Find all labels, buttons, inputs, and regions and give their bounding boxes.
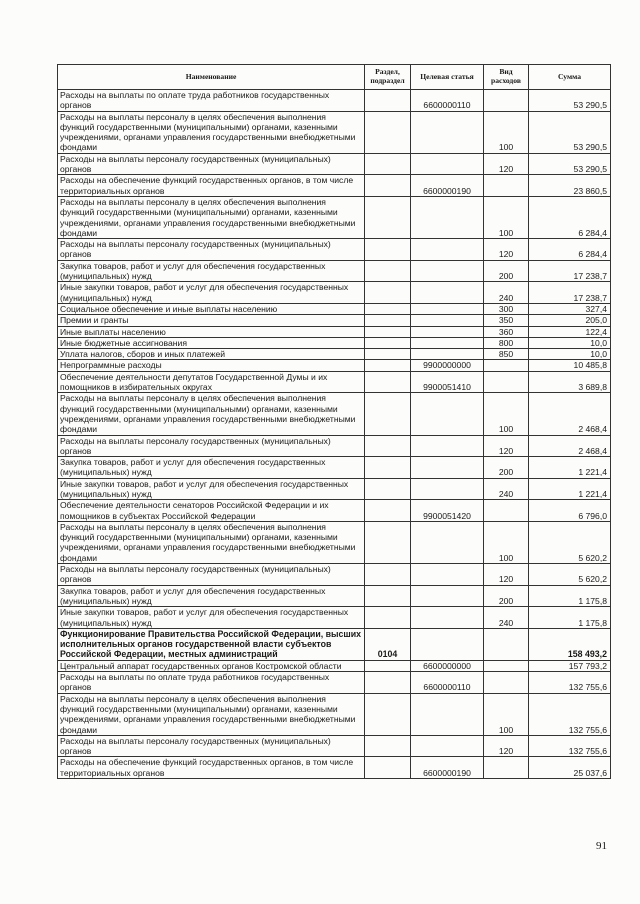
- row-target-cell: [411, 693, 484, 735]
- row-section-cell: [365, 457, 411, 479]
- row-target-cell: 6600000000: [411, 660, 484, 671]
- table-row: [58, 239, 611, 261]
- row-section-cell: [365, 153, 411, 175]
- row-section-cell: [365, 239, 411, 261]
- table-row: [58, 672, 611, 694]
- row-section-cell: [365, 672, 411, 694]
- row-name-cell: Иные бюджетные ассигнования: [58, 337, 365, 348]
- row-name-cell: Иные выплаты населению: [58, 326, 365, 337]
- row-target-cell: [411, 239, 484, 261]
- row-kind-cell: 200: [484, 260, 529, 282]
- row-sum-cell: 10,0: [529, 337, 611, 348]
- row-kind-cell: 300: [484, 303, 529, 314]
- table-row: [58, 360, 611, 371]
- row-section-cell: [365, 521, 411, 563]
- row-sum-cell: 158 493,2: [529, 628, 611, 660]
- row-name-cell: Функционирование Правительства Российской Федерации, высших исполнительных органов государственной власти субъектов Российской Федерации, местных администраций: [58, 628, 365, 660]
- table-row: [58, 303, 611, 314]
- row-section-cell: [365, 360, 411, 371]
- row-sum-cell: 1 221,4: [529, 457, 611, 479]
- row-section-cell: [365, 478, 411, 500]
- row-kind-cell: 100: [484, 693, 529, 735]
- row-kind-cell: [484, 90, 529, 112]
- row-name-cell: Премии и гранты: [58, 315, 365, 326]
- row-section-cell: [365, 435, 411, 457]
- row-kind-cell: [484, 660, 529, 671]
- row-kind-cell: 240: [484, 607, 529, 629]
- row-section-cell: [365, 315, 411, 326]
- row-name-cell: Обеспечение деятельности сенаторов Российской Федерации и их помощников в субъектах Российской Федерации: [58, 500, 365, 522]
- row-section-cell: [365, 196, 411, 238]
- row-name-cell: Расходы на выплаты персоналу государственных (муниципальных) органов: [58, 153, 365, 175]
- row-name-cell: Расходы на выплаты персоналу в целях обеспечения выполнения функций государственными (муниципальными) органами, казенными учреждениями, органами управления государственными внебюджетными фондами: [58, 196, 365, 238]
- row-name-cell: Расходы на обеспечение функций государственных органов, в том числе территориальных органов: [58, 175, 365, 197]
- table-row: [58, 457, 611, 479]
- row-name-cell: Закупка товаров, работ и услуг для обеспечения государственных (муниципальных) нужд: [58, 585, 365, 607]
- row-kind-cell: 240: [484, 478, 529, 500]
- row-sum-cell: 23 860,5: [529, 175, 611, 197]
- row-kind-cell: 100: [484, 111, 529, 153]
- row-sum-cell: 3 689,8: [529, 371, 611, 393]
- table-row: [58, 315, 611, 326]
- row-target-cell: 9900051410: [411, 371, 484, 393]
- table-row: [58, 175, 611, 197]
- row-target-cell: [411, 260, 484, 282]
- row-target-cell: 9900000000: [411, 360, 484, 371]
- budget-table: [57, 64, 611, 779]
- row-kind-cell: [484, 757, 529, 779]
- row-kind-cell: 100: [484, 393, 529, 435]
- row-target-cell: [411, 521, 484, 563]
- row-sum-cell: 10 485,8: [529, 360, 611, 371]
- row-target-cell: 6600000190: [411, 757, 484, 779]
- row-target-cell: [411, 435, 484, 457]
- row-sum-cell: 6 284,4: [529, 239, 611, 261]
- table-row: [58, 757, 611, 779]
- row-sum-cell: 122,4: [529, 326, 611, 337]
- row-section-cell: [365, 175, 411, 197]
- row-target-cell: 6600000110: [411, 90, 484, 112]
- row-kind-cell: [484, 628, 529, 660]
- row-kind-cell: 350: [484, 315, 529, 326]
- row-section-cell: 0104: [365, 628, 411, 660]
- table-body: [58, 90, 611, 779]
- row-target-cell: [411, 349, 484, 360]
- row-kind-cell: 120: [484, 435, 529, 457]
- row-name-cell: Иные закупки товаров, работ и услуг для обеспечения государственных (муниципальных) нужд: [58, 478, 365, 500]
- row-sum-cell: 2 468,4: [529, 435, 611, 457]
- row-target-cell: 6600000190: [411, 175, 484, 197]
- row-target-cell: [411, 315, 484, 326]
- row-name-cell: Обеспечение деятельности депутатов Государственной Думы и их помощников в избирательных округах: [58, 371, 365, 393]
- row-sum-cell: 205,0: [529, 315, 611, 326]
- table-row: [58, 337, 611, 348]
- row-target-cell: [411, 735, 484, 757]
- table-row: [58, 628, 611, 660]
- row-sum-cell: 157 793,2: [529, 660, 611, 671]
- row-sum-cell: 5 620,2: [529, 564, 611, 586]
- row-name-cell: Расходы на выплаты персоналу в целях обеспечения выполнения функций государственными (муниципальными) органами, казенными учреждениями, органами управления государственными внебюджетными фондами: [58, 693, 365, 735]
- table-header-row: [58, 65, 611, 90]
- row-sum-cell: 17 238,7: [529, 260, 611, 282]
- row-name-cell: Иные закупки товаров, работ и услуг для обеспечения государственных (муниципальных) нужд: [58, 282, 365, 304]
- row-name-cell: Расходы на выплаты персоналу в целях обеспечения выполнения функций государственными (муниципальными) органами, казенными учреждениями, органами управления государственными внебюджетными фондами: [58, 111, 365, 153]
- row-name-cell: Расходы на выплаты персоналу государственных (муниципальных) органов: [58, 239, 365, 261]
- row-target-cell: [411, 478, 484, 500]
- row-target-cell: [411, 337, 484, 348]
- table-row: [58, 735, 611, 757]
- row-kind-cell: 100: [484, 521, 529, 563]
- row-name-cell: Расходы на выплаты персоналу государственных (муниципальных) органов: [58, 735, 365, 757]
- row-kind-cell: 120: [484, 153, 529, 175]
- row-target-cell: [411, 303, 484, 314]
- row-kind-cell: 800: [484, 337, 529, 348]
- table-row: [58, 500, 611, 522]
- table-row: [58, 660, 611, 671]
- row-section-cell: [365, 693, 411, 735]
- row-section-cell: [365, 757, 411, 779]
- table-row: [58, 260, 611, 282]
- row-kind-cell: 200: [484, 457, 529, 479]
- row-sum-cell: 6 284,4: [529, 196, 611, 238]
- row-section-cell: [365, 371, 411, 393]
- row-sum-cell: 1 175,8: [529, 607, 611, 629]
- row-section-cell: [365, 326, 411, 337]
- table-row: [58, 564, 611, 586]
- row-kind-cell: 200: [484, 585, 529, 607]
- row-name-cell: Иные закупки товаров, работ и услуг для обеспечения государственных (муниципальных) нужд: [58, 607, 365, 629]
- row-target-cell: 9900051420: [411, 500, 484, 522]
- row-sum-cell: 2 468,4: [529, 393, 611, 435]
- table-row: [58, 435, 611, 457]
- row-target-cell: [411, 196, 484, 238]
- table-row: [58, 349, 611, 360]
- row-sum-cell: 25 037,6: [529, 757, 611, 779]
- row-target-cell: [411, 564, 484, 586]
- row-target-cell: [411, 457, 484, 479]
- row-sum-cell: 6 796,0: [529, 500, 611, 522]
- table-row: [58, 111, 611, 153]
- table-row: [58, 693, 611, 735]
- table-row: [58, 90, 611, 112]
- row-kind-cell: [484, 175, 529, 197]
- column-header-target: Целевая статья: [411, 65, 484, 90]
- column-header-section: Раздел, подраздел: [365, 65, 411, 90]
- row-target-cell: 6600000110: [411, 672, 484, 694]
- row-name-cell: Расходы на выплаты персоналу в целях обеспечения выполнения функций государственными (муниципальными) органами, казенными учреждениями, органами управления государственными внебюджетными фондами: [58, 393, 365, 435]
- table-row: [58, 478, 611, 500]
- row-name-cell: Центральный аппарат государственных органов Костромской области: [58, 660, 365, 671]
- row-kind-cell: [484, 672, 529, 694]
- row-section-cell: [365, 282, 411, 304]
- row-target-cell: [411, 326, 484, 337]
- table-row: [58, 393, 611, 435]
- row-kind-cell: 850: [484, 349, 529, 360]
- row-section-cell: [365, 735, 411, 757]
- row-target-cell: [411, 153, 484, 175]
- row-section-cell: [365, 564, 411, 586]
- column-header-kind: Вид расходов: [484, 65, 529, 90]
- row-kind-cell: 100: [484, 196, 529, 238]
- row-section-cell: [365, 337, 411, 348]
- row-name-cell: Расходы на выплаты по оплате труда работников государственных органов: [58, 90, 365, 112]
- table-row: [58, 371, 611, 393]
- row-name-cell: Расходы на выплаты персоналу государственных (муниципальных) органов: [58, 435, 365, 457]
- row-name-cell: Расходы на выплаты персоналу в целях обеспечения выполнения функций государственными (муниципальными) органами, казенными учреждениями, органами управления государственными внебюджетными фондами: [58, 521, 365, 563]
- row-section-cell: [365, 90, 411, 112]
- row-kind-cell: [484, 360, 529, 371]
- row-sum-cell: 327,4: [529, 303, 611, 314]
- row-sum-cell: 53 290,5: [529, 90, 611, 112]
- row-sum-cell: 1 175,8: [529, 585, 611, 607]
- page-number: 91: [596, 840, 607, 852]
- budget-table-sheet: [57, 64, 610, 779]
- row-name-cell: Непрограммные расходы: [58, 360, 365, 371]
- row-section-cell: [365, 349, 411, 360]
- row-name-cell: Социальное обеспечение и иные выплаты населению: [58, 303, 365, 314]
- row-name-cell: Закупка товаров, работ и услуг для обеспечения государственных (муниципальных) нужд: [58, 457, 365, 479]
- table-row: [58, 326, 611, 337]
- row-sum-cell: 53 290,5: [529, 153, 611, 175]
- row-kind-cell: 120: [484, 564, 529, 586]
- row-kind-cell: 120: [484, 735, 529, 757]
- table-row: [58, 196, 611, 238]
- row-sum-cell: 17 238,7: [529, 282, 611, 304]
- row-section-cell: [365, 303, 411, 314]
- row-target-cell: [411, 393, 484, 435]
- row-section-cell: [365, 260, 411, 282]
- row-sum-cell: 53 290,5: [529, 111, 611, 153]
- row-kind-cell: [484, 500, 529, 522]
- table-row: [58, 153, 611, 175]
- table-row: [58, 521, 611, 563]
- column-header-name: Наименование: [58, 65, 365, 90]
- row-sum-cell: 1 221,4: [529, 478, 611, 500]
- row-section-cell: [365, 111, 411, 153]
- row-target-cell: [411, 585, 484, 607]
- row-kind-cell: 240: [484, 282, 529, 304]
- row-sum-cell: 132 755,6: [529, 693, 611, 735]
- row-sum-cell: 132 755,6: [529, 672, 611, 694]
- row-name-cell: Закупка товаров, работ и услуг для обеспечения государственных (муниципальных) нужд: [58, 260, 365, 282]
- row-target-cell: [411, 282, 484, 304]
- row-section-cell: [365, 500, 411, 522]
- row-sum-cell: 10,0: [529, 349, 611, 360]
- table-row: [58, 585, 611, 607]
- row-kind-cell: 120: [484, 239, 529, 261]
- row-name-cell: Расходы на выплаты персоналу государственных (муниципальных) органов: [58, 564, 365, 586]
- row-kind-cell: 360: [484, 326, 529, 337]
- table-row: [58, 607, 611, 629]
- row-sum-cell: 132 755,6: [529, 735, 611, 757]
- row-section-cell: [365, 660, 411, 671]
- row-kind-cell: [484, 371, 529, 393]
- row-target-cell: [411, 607, 484, 629]
- row-target-cell: [411, 628, 484, 660]
- row-name-cell: Расходы на выплаты по оплате труда работников государственных органов: [58, 672, 365, 694]
- row-name-cell: Расходы на обеспечение функций государственных органов, в том числе территориальных органов: [58, 757, 365, 779]
- row-section-cell: [365, 607, 411, 629]
- row-section-cell: [365, 393, 411, 435]
- table-row: [58, 282, 611, 304]
- row-target-cell: [411, 111, 484, 153]
- row-section-cell: [365, 585, 411, 607]
- row-sum-cell: 5 620,2: [529, 521, 611, 563]
- row-name-cell: Уплата налогов, сборов и иных платежей: [58, 349, 365, 360]
- column-header-sum: Сумма: [529, 65, 611, 90]
